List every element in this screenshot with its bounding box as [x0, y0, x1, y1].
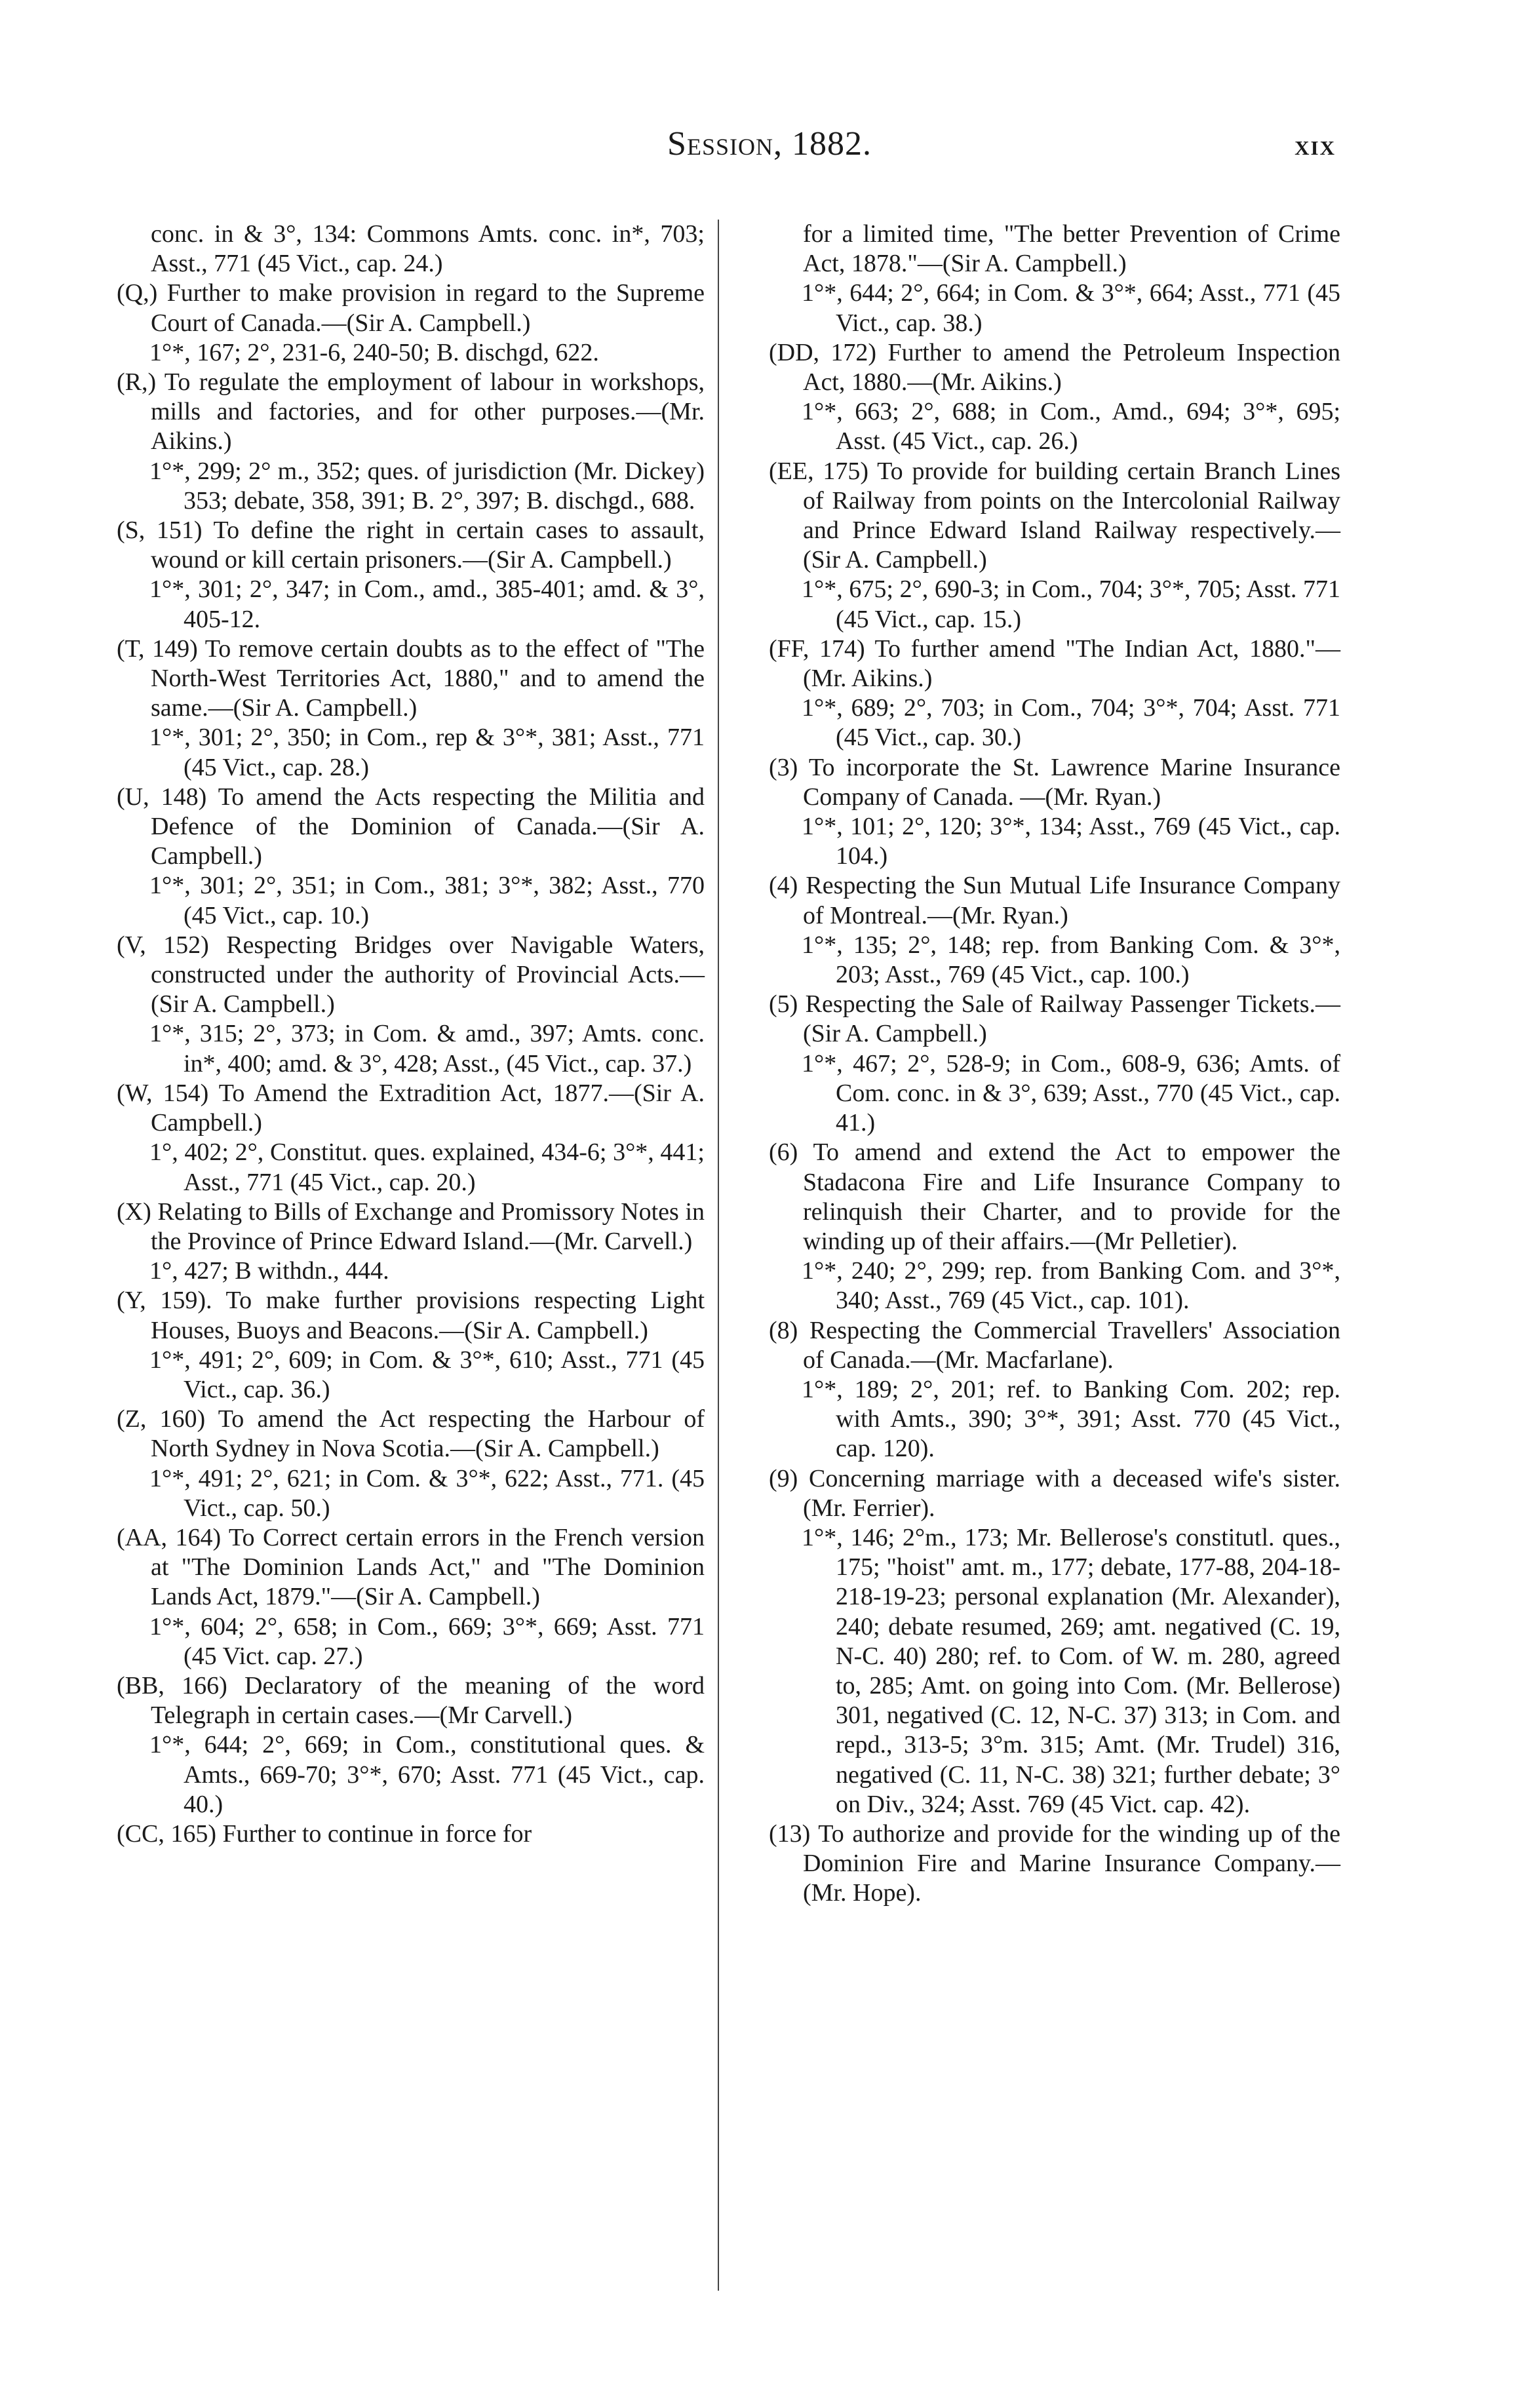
- index-entry-bill: (13) To authorize and provide for the winding up of the Dominion Fire and Marine Insurance Company.—(Mr. Hope).: [769, 1819, 1340, 1907]
- index-entry-proceedings: 1°*, 146; 2°m., 173; Mr. Bellerose's constitutl. ques., 175; "hoist" amt. m., 177; debate, 177-88, 204-18-218-19-23; personal explanation (Mr. Alexander), 240; debate resumed, 269; amt. negatived (C. 19, N-C. 40) 280; ref. to Com. of W. m. 280, agreed to, 285; Amt. on going into Com. (Mr. Bellerose) 301, negatived (C. 12, N-C. 37) 313; in Com. and repd., 313-5; 3°m. 315; Amt. (Mr. Trudel) 316, negatived (C. 11, N-C. 38) 321; further debate; 3° on Div., 324; Asst. 769 (45 Vict. cap. 42).: [802, 1523, 1340, 1818]
- index-entry-proceedings: 1°*, 240; 2°, 299; rep. from Banking Com. and 3°*, 340; Asst., 769 (45 Vict., cap. 101).: [802, 1257, 1340, 1315]
- left-column: [111, 220, 705, 1849]
- page-number: xix: [1295, 129, 1336, 161]
- right-column: [764, 220, 1340, 1909]
- column-divider: [718, 220, 719, 2291]
- index-entry-proceedings: 1°*, 101; 2°, 120; 3°*, 134; Asst., 769 (45 Vict., cap. 104.): [802, 813, 1340, 870]
- index-entry-proceedings: 1°*, 315; 2°, 373; in Com. & amd., 397; Amts. conc. in*, 400; amd. & 3°, 428; Asst., (45 Vict., cap. 37.): [149, 1020, 705, 1078]
- index-entry-bill: (Z, 160) To amend the Act respecting the Harbour of North Sydney in Nova Scotia.—(Sir A. Campbell.): [117, 1405, 705, 1463]
- index-entry-proceedings: 1°, 402; 2°, Constitut. ques. explained, 434-6; 3°*, 441; Asst., 771 (45 Vict., cap. 20.): [149, 1138, 705, 1196]
- index-entry-proceedings: 1°*, 604; 2°, 658; in Com., 669; 3°*, 669; Asst. 771 (45 Vict. cap. 27.): [149, 1612, 705, 1670]
- index-entry-proceedings: 1°*, 167; 2°, 231-6, 240-50; B. dischgd, 622.: [149, 338, 599, 366]
- index-entry-bill: (4) Respecting the Sun Mutual Life Insurance Company of Montreal.—(Mr. Ryan.): [769, 872, 1340, 929]
- index-entry-bill: (R,) To regulate the employment of labour in workshops, mills and factories, and for other purposes.—(Mr. Aikins.): [117, 368, 705, 456]
- index-entry-continued: for a limited time, "The better Prevention of Crime Act, 1878."—(Sir A. Campbell.): [803, 220, 1340, 278]
- index-entry-bill: (3) To incorporate the St. Lawrence Marine Insurance Company of Canada. —(Mr. Ryan.): [769, 753, 1340, 811]
- index-entry-proceedings: 1°*, 491; 2°, 609; in Com. & 3°*, 610; Asst., 771 (45 Vict., cap. 36.): [149, 1346, 705, 1403]
- index-entry-bill: (DD, 172) Further to amend the Petroleum Inspection Act, 1880.—(Mr. Aikins.): [769, 338, 1340, 397]
- index-entry-bill: (CC, 165) Further to continue in force for: [117, 1819, 532, 1848]
- index-entry-bill: (AA, 164) To Correct certain errors in the French version at "The Dominion Lands Act," and "The Dominion Lands Act, 1879."—(Sir A. Campbell.): [117, 1523, 705, 1611]
- index-entry-bill: (5) Respecting the Sale of Railway Passenger Tickets.—(Sir A. Campbell.): [769, 990, 1340, 1048]
- index-entry-proceedings: 1°*, 301; 2°, 347; in Com., amd., 385-401; amd. & 3°, 405-12.: [149, 575, 705, 633]
- index-entry-proceedings: 1°*, 675; 2°, 690-3; in Com., 704; 3°*, 705; Asst. 771 (45 Vict., cap. 15.): [802, 575, 1340, 633]
- index-entry-proceedings: conc. in & 3°, 134: Commons Amts. conc. in*, 703; Asst., 771 (45 Vict., cap. 24.): [151, 220, 705, 278]
- index-entry-bill: (S, 151) To define the right in certain cases to assault, wound or kill certain prisoners.—(Sir A. Campbell.): [117, 516, 705, 574]
- index-entry-bill: (EE, 175) To provide for building certain Branch Lines of Railway from points on the Intercolonial Railway and Prince Edward Island Railway respectively.—(Sir A. Campbell.): [769, 457, 1340, 574]
- index-entry-bill: (Q,) Further to make provision in regard to the Supreme Court of Canada.—(Sir A. Campbell.): [117, 279, 705, 337]
- index-entry-bill: (6) To amend and extend the Act to empower the Stadacona Fire and Life Insurance Company to relinquish their Charter, and to provide for the winding up of their affairs.—(Mr Pelletier).: [769, 1138, 1340, 1255]
- index-entry-proceedings: 1°, 427; B withdn., 444.: [149, 1257, 389, 1285]
- index-entry-bill: (BB, 166) Declaratory of the meaning of the word Telegraph in certain cases.—(Mr Carvell.): [117, 1671, 705, 1730]
- index-entry-proceedings: 1°*, 644; 2°, 664; in Com. & 3°*, 664; Asst., 771 (45 Vict., cap. 38.): [802, 279, 1340, 337]
- index-entry-bill: (FF, 174) To further amend "The Indian Act, 1880."—(Mr. Aikins.): [769, 634, 1340, 693]
- index-entry-bill: (8) Respecting the Commercial Travellers' Association of Canada.—(Mr. Macfarlane).: [769, 1316, 1340, 1374]
- index-entry-proceedings: 1°*, 135; 2°, 148; rep. from Banking Com. & 3°*, 203; Asst., 769 (45 Vict., cap. 100.): [802, 931, 1340, 989]
- page-title: Session, 1882.: [667, 125, 872, 163]
- index-entry-proceedings: 1°*, 467; 2°, 528-9; in Com., 608-9, 636; Amts. of Com. conc. in & 3°, 639; Asst., 770 (45 Vict., cap. 41.): [802, 1049, 1340, 1137]
- index-entry-proceedings: 1°*, 644; 2°, 669; in Com., constitutional ques. & Amts., 669-70; 3°*, 670; Asst. 771 (45 Vict., cap. 40.): [149, 1731, 705, 1818]
- index-entry-bill: (U, 148) To amend the Acts respecting the Militia and Defence of the Dominion of Canada.—(Sir A. Campbell.): [117, 783, 705, 870]
- index-entry-proceedings: 1°*, 689; 2°, 703; in Com., 704; 3°*, 704; Asst. 771 (45 Vict., cap. 30.): [802, 694, 1340, 752]
- index-entry-bill: (9) Concerning marriage with a deceased wife's sister. (Mr. Ferrier).: [769, 1464, 1340, 1522]
- index-entry-proceedings: 1°*, 301; 2°, 350; in Com., rep & 3°*, 381; Asst., 771 (45 Vict., cap. 28.): [149, 724, 705, 781]
- index-entry-proceedings: 1°*, 491; 2°, 621; in Com. & 3°*, 622; Asst., 771. (45 Vict., cap. 50.): [149, 1464, 705, 1522]
- index-entry-proceedings: 1°*, 189; 2°, 201; ref. to Banking Com. 202; rep. with Amts., 390; 3°*, 391; Asst. 770 (45 Vict., cap. 120).: [802, 1375, 1340, 1463]
- index-entry-bill: (X) Relating to Bills of Exchange and Promissory Notes in the Province of Prince Edward Island.—(Mr. Carvell.): [117, 1197, 705, 1255]
- index-entry-bill: (W, 154) To Amend the Extradition Act, 1877.—(Sir A. Campbell.): [117, 1079, 705, 1137]
- index-entry-bill: (T, 149) To remove certain doubts as to the effect of "The North-West Territories Act, 1880," and to amend the same.—(Sir A. Campbell.): [117, 634, 705, 722]
- index-entry-proceedings: 1°*, 301; 2°, 351; in Com., 381; 3°*, 382; Asst., 770 (45 Vict., cap. 10.): [149, 872, 705, 929]
- index-entry-proceedings: 1°*, 663; 2°, 688; in Com., Amd., 694; 3°*, 695; Asst. (45 Vict., cap. 26.): [802, 398, 1340, 456]
- index-entry-proceedings: 1°*, 299; 2° m., 352; ques. of jurisdiction (Mr. Dickey) 353; debate, 358, 391; B. 2°, 397; B. dischgd., 688.: [149, 457, 705, 515]
- index-entry-bill: (V, 152) Respecting Bridges over Navigable Waters, constructed under the authority of Provincial Acts.—(Sir A. Campbell.): [117, 931, 705, 1019]
- running-head: [0, 125, 1539, 170]
- index-entry-bill: (Y, 159). To make further provisions respecting Light Houses, Buoys and Beacons.—(Sir A. Campbell.): [117, 1287, 705, 1344]
